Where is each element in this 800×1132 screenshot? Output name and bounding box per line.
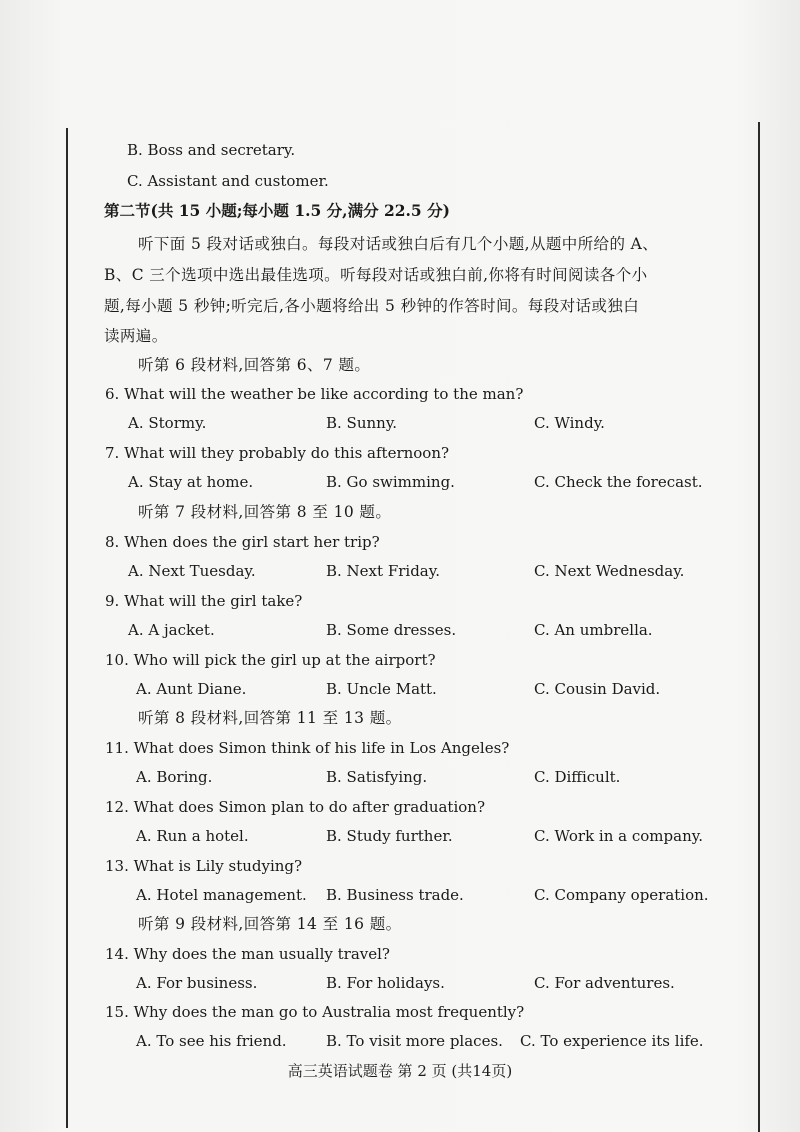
material-note: 听第 6 段材料,回答第 6、7 题。 <box>138 356 371 374</box>
option-b[interactable]: B. Sunny. <box>326 414 398 432</box>
option-b[interactable]: B. For holidays. <box>326 974 445 992</box>
question-stem: 14. Why does the man usually travel? <box>105 945 390 963</box>
question-stem: 9. What will the girl take? <box>105 592 303 610</box>
page-border-left <box>66 128 68 1128</box>
option-b[interactable]: B. Go swimming. <box>326 473 455 491</box>
option-a[interactable]: A. Next Tuesday. <box>128 562 256 580</box>
option-a[interactable]: A. Aunt Diane. <box>136 680 247 698</box>
option-a[interactable]: A. To see his friend. <box>136 1032 287 1050</box>
option-a[interactable]: A. Boring. <box>136 768 213 786</box>
option-c[interactable]: C. Cousin David. <box>534 680 661 698</box>
option-a[interactable]: A. Hotel management. <box>136 886 307 904</box>
question-stem: 13. What is Lily studying? <box>105 857 303 875</box>
option-c[interactable]: C. Windy. <box>534 414 605 432</box>
option-a[interactable]: A. Run a hotel. <box>136 827 249 845</box>
question-stem: 10. Who will pick the girl up at the airport? <box>105 651 436 669</box>
instruction-line: 听下面 5 段对话或独白。每段对话或独白后有几个小题,从题中所给的 A、 <box>138 235 659 253</box>
page-border-right <box>758 122 760 1132</box>
option-b[interactable]: B. Business trade. <box>326 886 464 904</box>
option-c[interactable]: C. Next Wednesday. <box>534 562 685 580</box>
option-b[interactable]: B. Next Friday. <box>326 562 440 580</box>
material-note: 听第 7 段材料,回答第 8 至 10 题。 <box>138 503 392 521</box>
option-c[interactable]: C. Difficult. <box>534 768 621 786</box>
option-b[interactable]: B. Study further. <box>326 827 453 845</box>
page-footer: 高三英语试题卷 第 2 页 (共14页) <box>287 1062 513 1080</box>
question-stem: 8. When does the girl start her trip? <box>105 533 380 551</box>
instruction-line: 题,每小题 5 秒钟;听完后,各小题将给出 5 秒钟的作答时间。每段对话或独白 <box>104 297 640 315</box>
option-a[interactable]: A. A jacket. <box>128 621 215 639</box>
option-a[interactable]: A. Stay at home. <box>128 473 254 491</box>
question-stem: 6. What will the weather be like according to the man? <box>105 385 524 403</box>
option-c[interactable]: C. Work in a company. <box>534 827 703 845</box>
option-c[interactable]: C. To experience its life. <box>520 1032 704 1050</box>
option-a[interactable]: A. Stormy. <box>128 414 207 432</box>
option-a[interactable]: A. For business. <box>136 974 258 992</box>
material-note: 听第 9 段材料,回答第 14 至 16 题。 <box>138 915 402 933</box>
option-c[interactable]: C. Check the forecast. <box>534 473 703 491</box>
option-c[interactable]: C. For adventures. <box>534 974 675 992</box>
option-b[interactable]: B. Satisfying. <box>326 768 428 786</box>
option-b[interactable]: B. Some dresses. <box>326 621 457 639</box>
option-c[interactable]: C. Company operation. <box>534 886 709 904</box>
option-c-prev: C. Assistant and customer. <box>127 172 329 190</box>
section-title: 第二节(共 15 小题;每小题 1.5 分,满分 22.5 分) <box>104 201 450 220</box>
option-c[interactable]: C. An umbrella. <box>534 621 653 639</box>
material-note: 听第 8 段材料,回答第 11 至 13 题。 <box>138 709 402 727</box>
question-stem: 15. Why does the man go to Australia most frequently? <box>105 1003 525 1021</box>
option-b[interactable]: B. To visit more places. <box>326 1032 503 1050</box>
instruction-line: B、C 三个选项中选出最佳选项。听每段对话或独白前,你将有时间阅读各个小 <box>104 266 648 284</box>
question-stem: 12. What does Simon plan to do after graduation? <box>105 798 485 816</box>
instruction-line: 读两遍。 <box>104 327 168 345</box>
question-stem: 11. What does Simon think of his life in Los Angeles? <box>105 739 510 757</box>
option-b[interactable]: B. Uncle Matt. <box>326 680 437 698</box>
question-stem: 7. What will they probably do this afternoon? <box>105 444 450 462</box>
option-b-prev: B. Boss and secretary. <box>127 141 296 159</box>
